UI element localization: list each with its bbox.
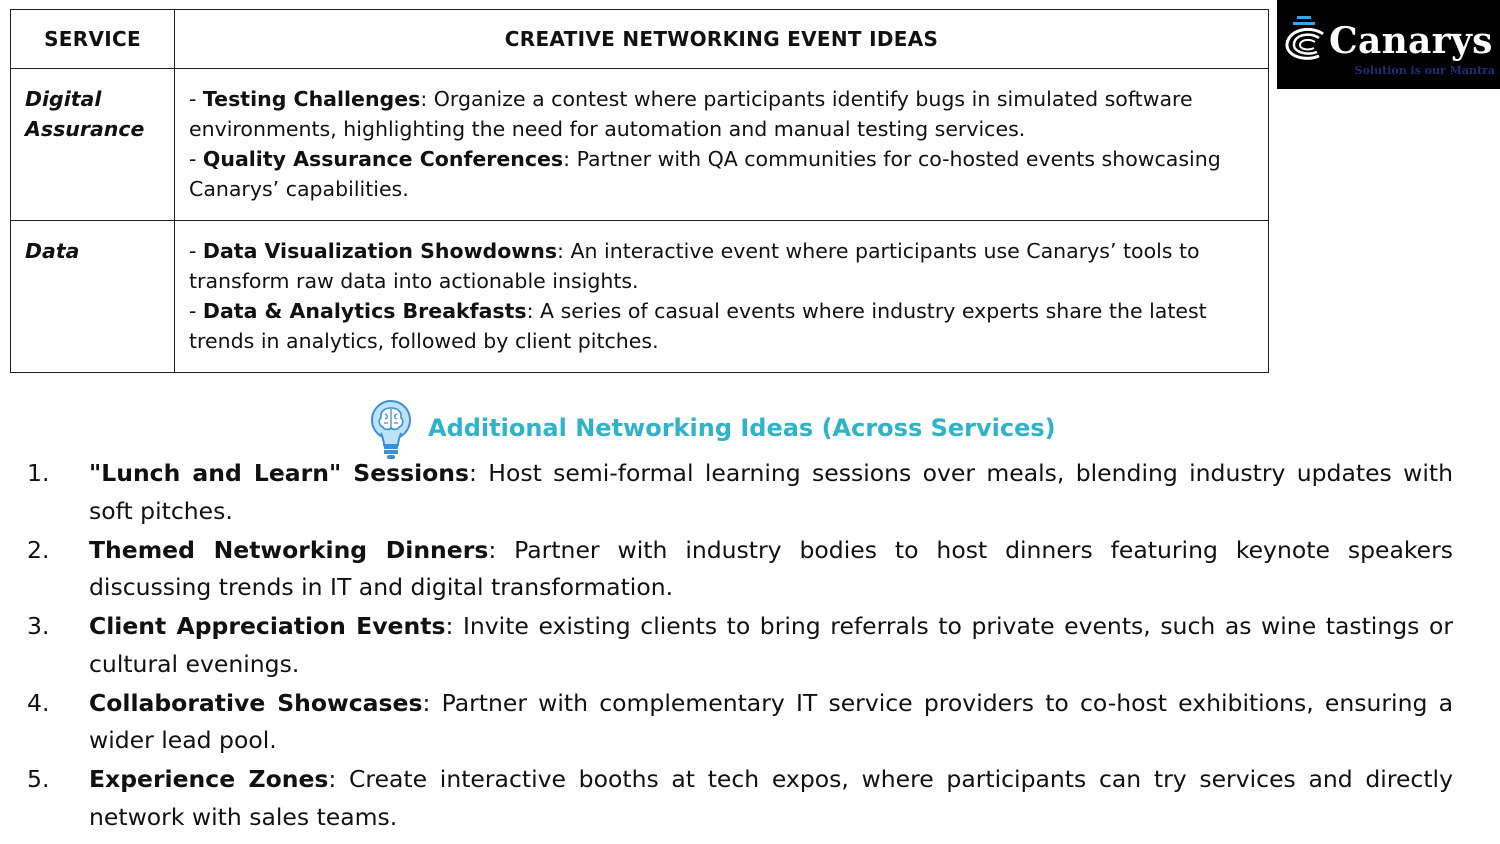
list-item-text: : Partner with industry bodies to host dinners featuring keynote speakers discussing trends in IT and digital transformation. <box>89 535 1453 601</box>
list-item-title: Themed Networking Dinners <box>89 535 489 564</box>
service-ideas <box>175 221 1269 373</box>
canarys-logo <box>1277 0 1500 89</box>
list-item-text: : Host semi-formal learning sessions over meals, blending industry updates with soft pitches. <box>89 459 1453 525</box>
service-name: Digital Assurance <box>11 69 175 221</box>
list-item-title: Collaborative Showcases <box>89 688 423 717</box>
table-row <box>11 221 1269 373</box>
canarys-swirl-icon <box>1283 14 1329 66</box>
idea-title: Data Visualization Showdowns <box>202 239 558 263</box>
list-item <box>27 685 1453 760</box>
logo-tagline: Solution is our Mantra <box>1354 64 1495 77</box>
idea-text: : A series of casual events where industry experts share the latest trends in analytics, followed by client pitches. <box>189 299 1207 353</box>
table-header-row <box>11 10 1269 69</box>
list-number: 2. <box>27 535 50 564</box>
idea-title: Data & Analytics Breakfasts <box>202 299 527 323</box>
header-ideas: CREATIVE NETWORKING EVENT IDEAS <box>175 10 1269 69</box>
idea-item: - Data & Analytics Breakfasts: A series of casual events where industry experts share the latest trends in analytics, followed by client pitches. <box>189 299 1207 353</box>
idea-text: : Organize a contest where participants identify bugs in simulated software environments, highlighting the need for automation and manual testing services. <box>189 87 1193 141</box>
idea-title: Testing Challenges <box>202 87 421 111</box>
list-item-title: Client Appreciation Events <box>89 612 446 640</box>
list-item <box>27 608 1453 683</box>
list-item-text: : Partner with complementary IT service providers to co-host exhibitions, ensuring a wider lead pool. <box>89 688 1453 754</box>
section-heading <box>366 398 1056 462</box>
list-item <box>27 761 1453 836</box>
section-title: Additional Networking Ideas (Across Services) <box>428 414 1056 442</box>
logo-wordmark: Canarys <box>1329 20 1493 62</box>
list-item <box>27 455 1453 530</box>
list-item-text: : Create interactive booths at tech expos, where participants can try services and directly network with sales teams. <box>89 765 1453 831</box>
list-number: 3. <box>27 612 50 640</box>
list-item-text: : Invite existing clients to bring referrals to private events, such as wine tastings or cultural evenings. <box>89 612 1453 678</box>
service-name: Data <box>11 221 175 373</box>
idea-item: - Quality Assurance Conferences: Partner with QA communities for co-hosted events showcasing Canarys’ capabilities. <box>189 147 1221 201</box>
idea-title: Quality Assurance Conferences <box>202 147 564 171</box>
list-number: 1. <box>27 459 50 487</box>
idea-text: : An interactive event where participants use Canarys’ tools to transform raw data into actionable insights. <box>189 239 1200 293</box>
list-number: 5. <box>27 765 50 793</box>
services-table <box>10 9 1269 373</box>
list-item-title: "Lunch and Learn" Sessions <box>89 459 470 487</box>
additional-ideas-list <box>27 455 1453 838</box>
service-ideas <box>175 69 1269 221</box>
idea-text: : Partner with QA communities for co-hosted events showcasing Canarys’ capabilities. <box>189 147 1221 201</box>
idea-item: - Testing Challenges: Organize a contest where participants identify bugs in simulated software environments, highlighting the need for automation and manual testing services. <box>189 87 1193 141</box>
lightbulb-brain-icon <box>366 399 416 461</box>
list-item-title: Experience Zones <box>89 765 329 793</box>
list-number: 4. <box>27 688 50 717</box>
header-service: SERVICE <box>11 10 175 69</box>
list-item <box>27 532 1453 607</box>
idea-item: - Data Visualization Showdowns: An interactive event where participants use Canarys’ tools to transform raw data into actionable insights. <box>189 239 1200 293</box>
table-row <box>11 69 1269 221</box>
